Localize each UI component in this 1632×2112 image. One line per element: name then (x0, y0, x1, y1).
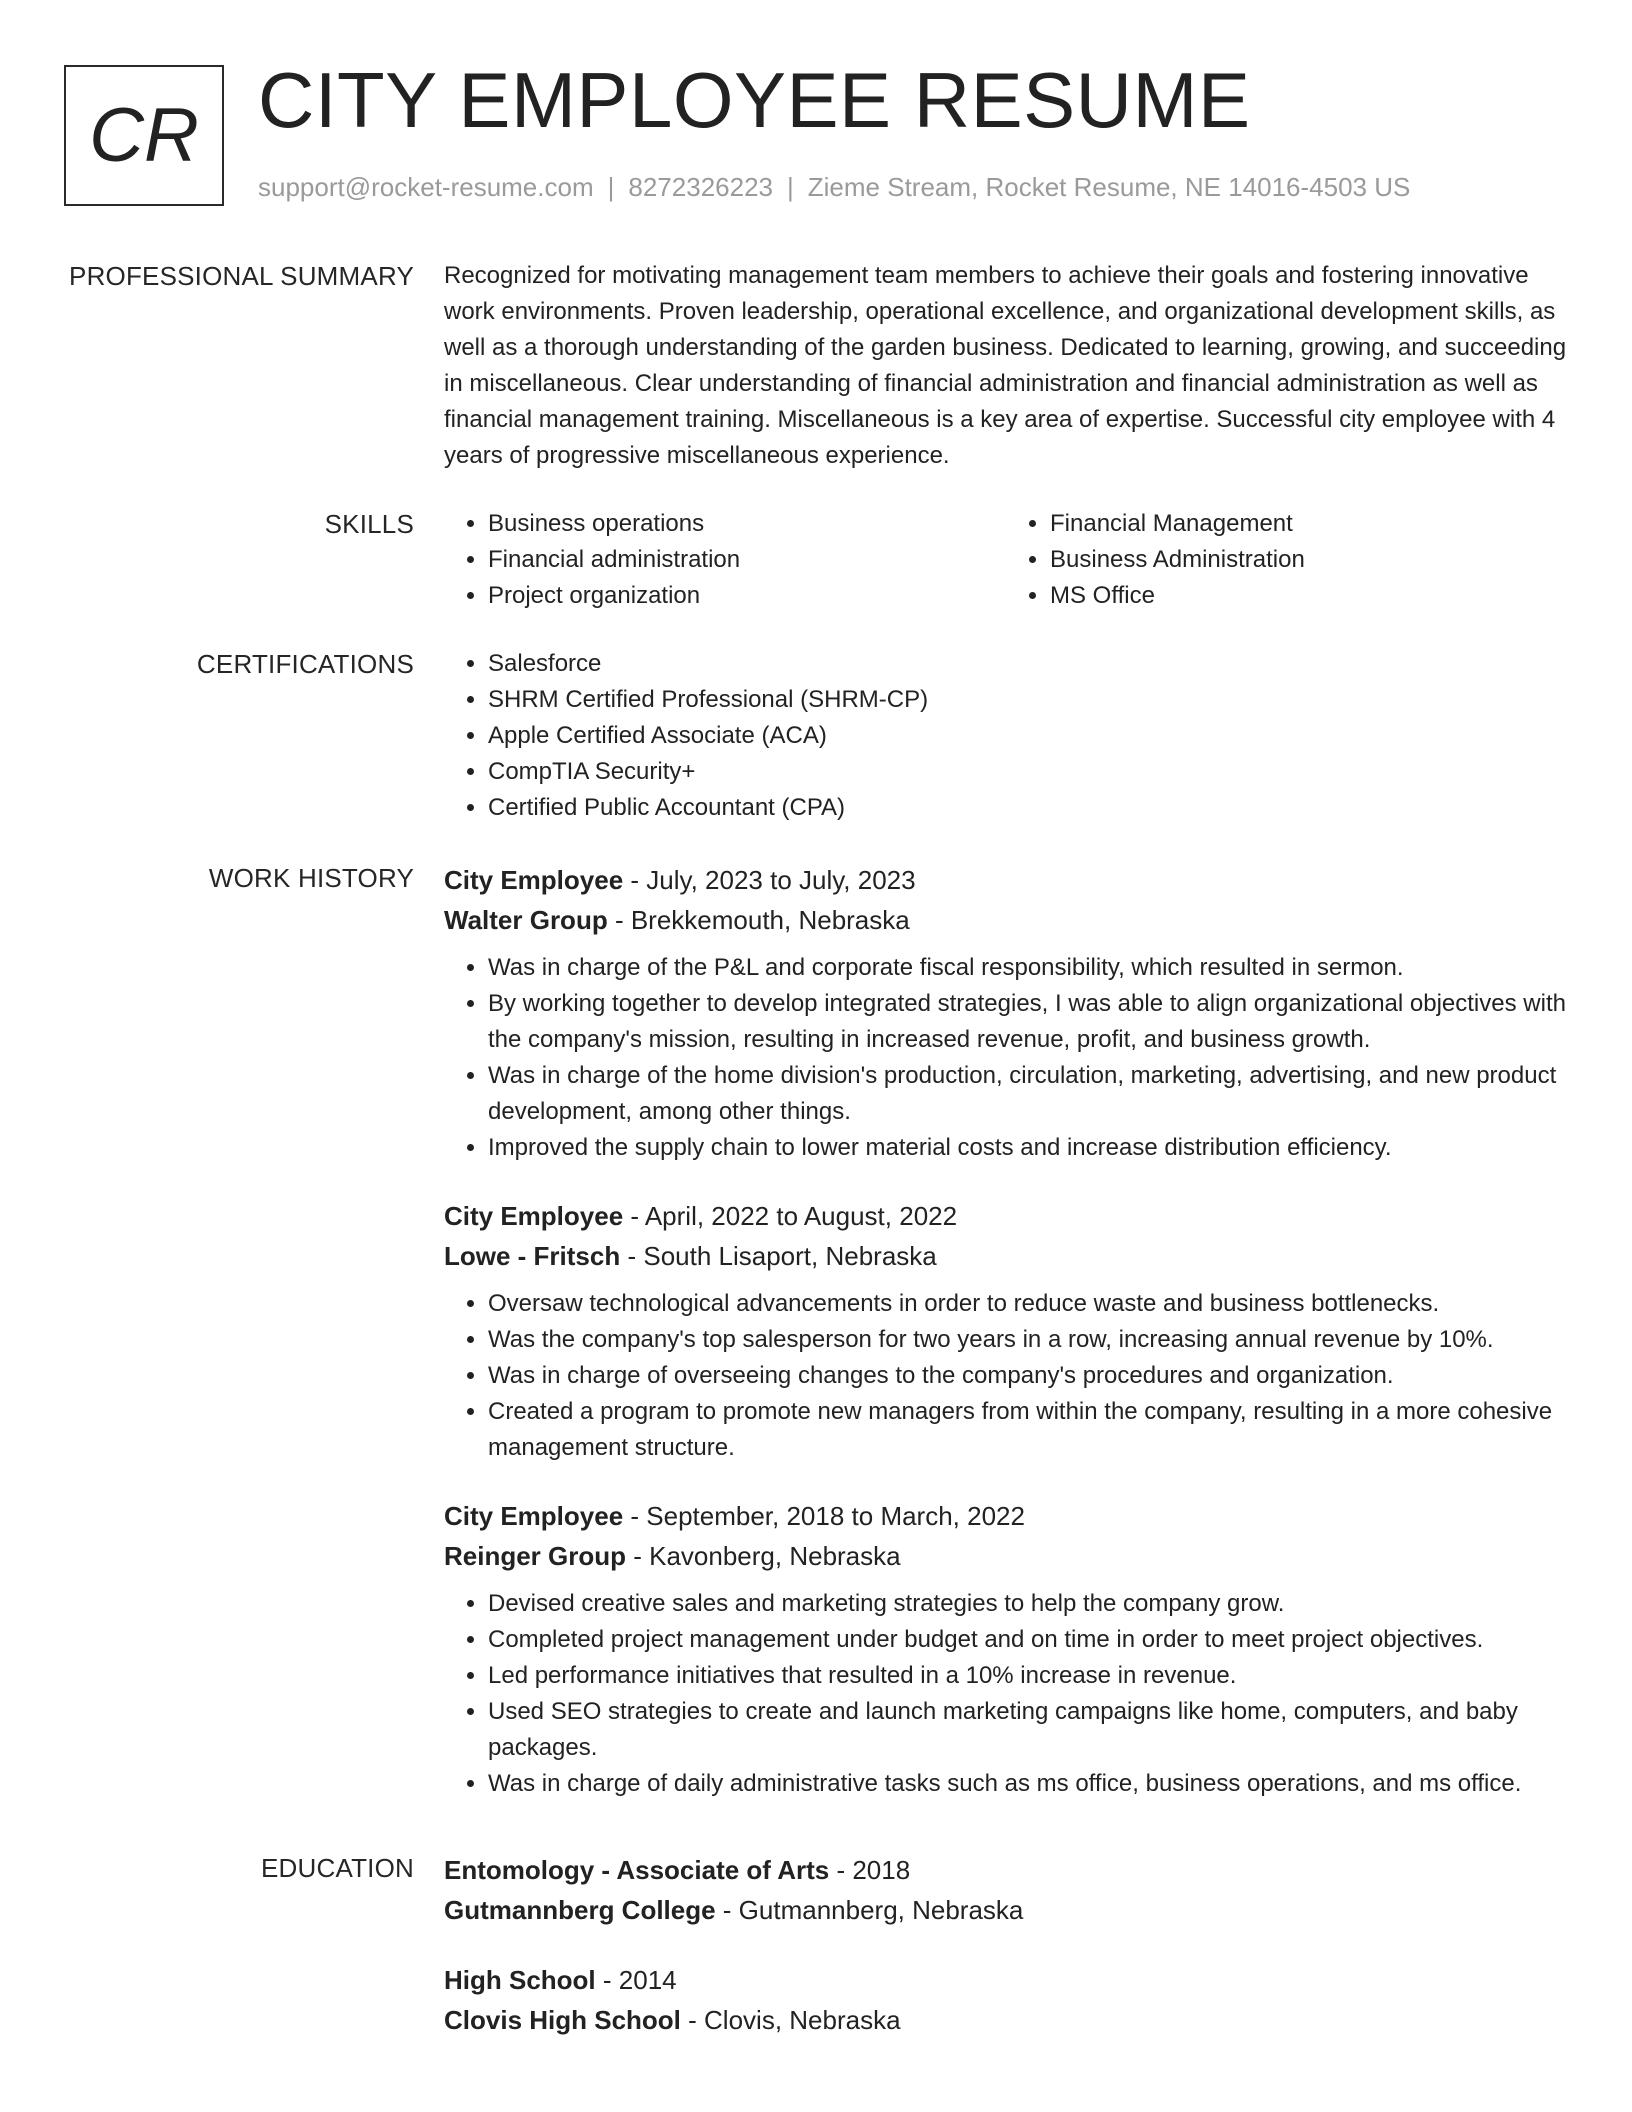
skill-item: • Business Administration (1050, 542, 1568, 578)
degree-line (444, 1960, 1568, 2000)
school: Gutmannberg College (444, 1895, 716, 1925)
certifications-list (444, 646, 1568, 826)
job-location: - Kavonberg, Nebraska (626, 1541, 901, 1571)
job-dates: - April, 2022 to August, 2022 (623, 1201, 958, 1231)
monogram-logo: CR (64, 65, 224, 206)
summary-section (0, 258, 1632, 474)
job-bullets (444, 1586, 1568, 1802)
degree: Entomology - Associate of Arts (444, 1855, 830, 1885)
job-bullets (444, 950, 1568, 1166)
job-bullet: • Was in charge of the home division's production, circulation, marketing, advertising, and new product development, among other things. (488, 1058, 1568, 1130)
contact-line (258, 172, 1410, 203)
skill-item: • Financial administration (488, 542, 1006, 578)
degree-line (444, 1850, 1568, 1890)
job-dates: - September, 2018 to March, 2022 (623, 1501, 1025, 1531)
degree: High School (444, 1965, 596, 1995)
job-title: City Employee (444, 1201, 624, 1231)
education-entry (444, 1850, 1568, 1930)
job-entry (444, 860, 1568, 1166)
resume-content (0, 258, 1632, 2070)
degree-year: - 2018 (829, 1855, 911, 1885)
education-entry (444, 1960, 1568, 2040)
section-label: SKILLS (324, 509, 414, 539)
skills-section (0, 506, 1632, 614)
school-location: - Clovis, Nebraska (680, 2005, 901, 2035)
job-bullet: • Oversaw technological advancements in order to reduce waste and business bottlenecks. (488, 1286, 1568, 1322)
job-company: Reinger Group (444, 1541, 627, 1571)
separator: | (787, 172, 794, 202)
job-bullet: • Was in charge of the P&L and corporate fiscal responsibility, which resulted in sermon. (488, 950, 1568, 986)
job-bullet: • Was in charge of daily administrative tasks such as ms office, business operations, and ms office. (488, 1766, 1568, 1802)
job-company-line (444, 1236, 1568, 1276)
job-company: Walter Group (444, 905, 608, 935)
section-label: WORK HISTORY (208, 863, 414, 893)
job-location: - South Lisaport, Nebraska (620, 1241, 937, 1271)
certification-item: • Certified Public Accountant (CPA) (488, 790, 1568, 826)
section-label: PROFESSIONAL SUMMARY (69, 261, 414, 291)
job-title-line (444, 1496, 1568, 1536)
contact-email: support@rocket-resume.com (258, 172, 594, 202)
job-bullet: • Was the company's top salesperson for two years in a row, increasing annual revenue by 10%. (488, 1322, 1568, 1358)
job-title: City Employee (444, 1501, 624, 1531)
job-bullet: • Completed project management under budget and on time in order to meet project objectives. (488, 1622, 1568, 1658)
contact-phone: 8272326223 (628, 172, 773, 202)
work-history-section (0, 860, 1632, 1832)
contact-address: Zieme Stream, Rocket Resume, NE 14016-4503 US (807, 172, 1411, 202)
job-bullets (444, 1286, 1568, 1466)
section-label: EDUCATION (261, 1853, 414, 1883)
certifications-section (0, 646, 1632, 826)
separator: | (607, 172, 615, 202)
certification-item: • Salesforce (488, 646, 1568, 682)
job-bullet: • Led performance initiatives that resulted in a 10% increase in revenue. (488, 1658, 1568, 1694)
job-bullet: • Was in charge of overseeing changes to the company's procedures and organization. (488, 1358, 1568, 1394)
job-entry (444, 1496, 1568, 1802)
job-bullet: • Created a program to promote new managers from within the company, resulting in a more cohesive management structure. (488, 1394, 1568, 1466)
job-title-line (444, 860, 1568, 900)
job-location: - Brekkemouth, Nebraska (607, 905, 910, 935)
job-company: Lowe - Fritsch (444, 1241, 621, 1271)
job-dates: - July, 2023 to July, 2023 (623, 865, 916, 895)
job-bullet: • Used SEO strategies to create and launch marketing campaigns like home, computers, and baby packages. (488, 1694, 1568, 1766)
skill-item: • MS Office (1050, 578, 1568, 614)
school: Clovis High School (444, 2005, 681, 2035)
skill-item: • Project organization (488, 578, 1006, 614)
job-bullet: • Devised creative sales and marketing strategies to help the company grow. (488, 1586, 1568, 1622)
school-location: - Gutmannberg, Nebraska (715, 1895, 1024, 1925)
job-entry (444, 1196, 1568, 1466)
education-section (0, 1850, 1632, 2070)
page-title: CITY EMPLOYEE RESUME (258, 56, 1251, 144)
school-line (444, 1890, 1568, 1930)
skill-item: • Financial Management (1050, 506, 1568, 542)
job-company-line (444, 1536, 1568, 1576)
job-bullet: • Improved the supply chain to lower material costs and increase distribution efficiency. (488, 1130, 1568, 1166)
skill-item: • Business operations (488, 506, 1006, 542)
job-title-line (444, 1196, 1568, 1236)
skills-list-right (1006, 506, 1568, 614)
job-company-line (444, 900, 1568, 940)
skills-list-left (444, 506, 1006, 614)
certification-item: • CompTIA Security+ (488, 754, 1568, 790)
summary-text: Recognized for motivating management team members to achieve their goals and fostering innovative work environments. Proven leadership, operational excellence, and organizational development skills, as well as a thorough understanding of the garden business. Dedicated to learning, growing, and succeeding in miscellaneous. Clear understanding of financial administration and financial administration as well as financial management training. Miscellaneous is a key area of expertise. Successful city employee with 4 years of progressive miscellaneous experience. (444, 262, 1567, 469)
certification-item: • SHRM Certified Professional (SHRM-CP) (488, 682, 1568, 718)
section-label: CERTIFICATIONS (196, 649, 414, 679)
job-bullet: • By working together to develop integrated strategies, I was able to align organizational objectives with the company's mission, resulting in increased revenue, profit, and business growth. (488, 986, 1568, 1058)
job-title: City Employee (444, 865, 624, 895)
degree-year: - 2014 (595, 1965, 677, 1995)
school-line (444, 2000, 1568, 2040)
certification-item: • Apple Certified Associate (ACA) (488, 718, 1568, 754)
